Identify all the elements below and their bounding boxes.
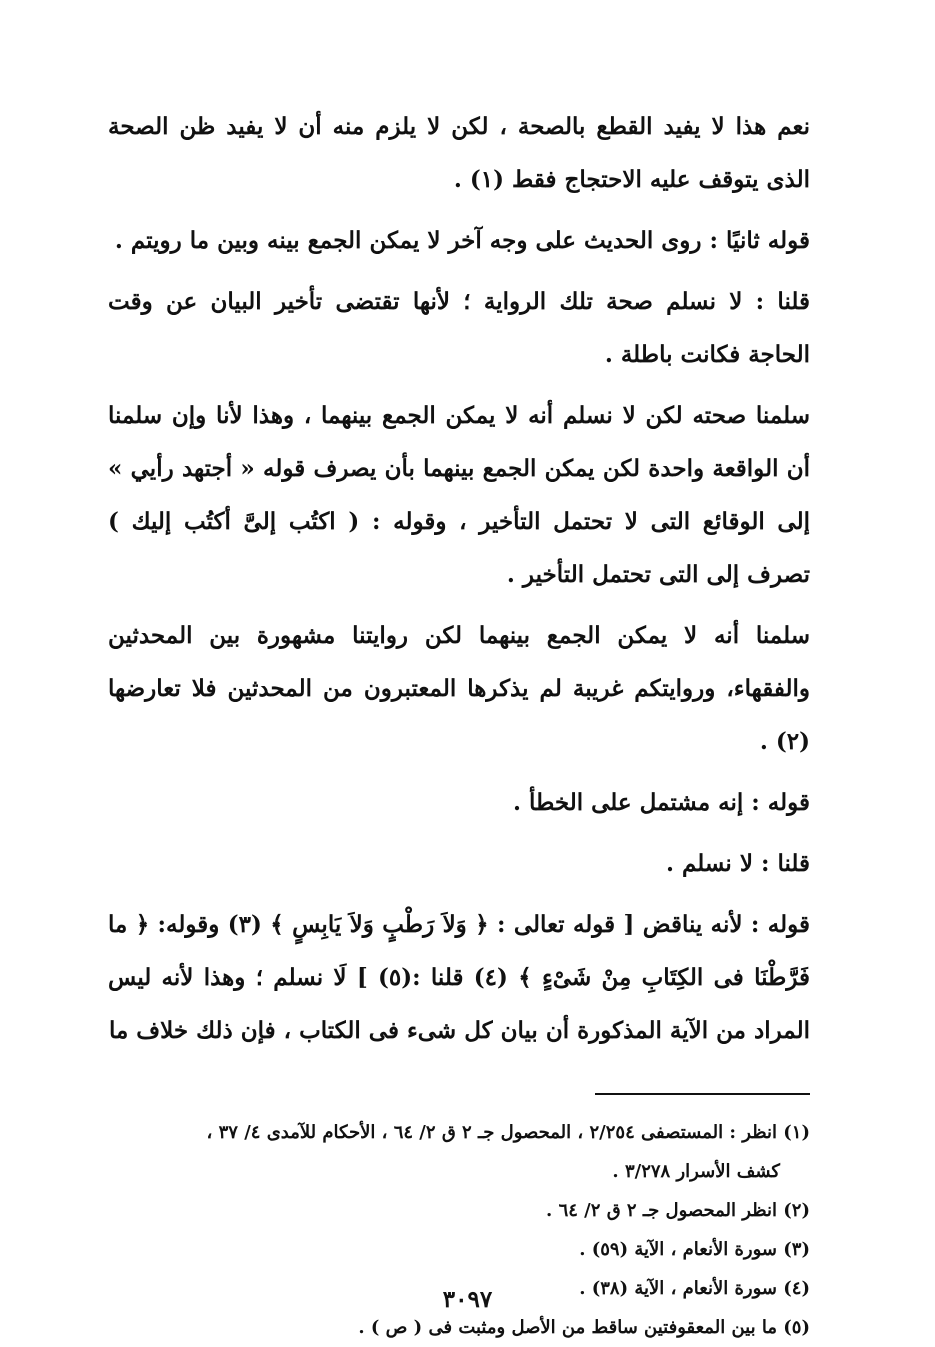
paragraph-6: قوله : إنه مشتمل على الخطأ . <box>512 789 810 816</box>
paragraph-8: قوله : لأنه يناقض [ قوله تعالى : ﴿ وَلاَ رَطْبٍ وَلاَ يَابِسٍ ﴾ (٣) وقوله: ﴿ ما فَرَّطْنَا فى الكِتَابِ مِنْ شَىْءٍ ﴾ (٤) قلنا :(٥) ] لَا نسلم ؛ وهذا لأنه ليس المراد من الآية المذكورة أن بيان كل شىء فى الكتاب ، فإن ذلك خلاف ما <box>108 911 811 1044</box>
paragraph-3: قلنا : لا نسلم صحة تلك الرواية ؛ لأنها تقتضى تأخير البيان عن وقت الحاجة فكانت باطلة . <box>108 288 810 368</box>
footnote-2: (٢) انظر المحصول جـ ٢ ق ٢/ ٦٤ . <box>546 1200 810 1221</box>
paragraph-4: سلمنا صحته لكن لا نسلم أنه لا يمكن الجمع بينهما ، وهذا لأنا وإن سلمنا أن الواقعة واحدة لكن يمكن الجمع بينهما بأن يصرف قوله « أجتهد رأيي » إلى الوقائع التى لا تحتمل التأخير ، وقوله : ( اكتُب إلىَّ أكتُب إليك ) تصرف إلى التى تحتمل التأخير . <box>108 402 810 588</box>
footnote-3: (٣) سورة الأنعام ، الآية (٥٩) . <box>579 1239 810 1260</box>
footnote-4: (٤) سورة الأنعام ، الآية (٣٨) . <box>579 1278 810 1299</box>
footnote-separator <box>595 1093 810 1095</box>
paragraph-7: قلنا : لا نسلم . <box>665 850 810 877</box>
paragraph-5: سلمنا أنه لا يمكن الجمع بينهما لكن روايتنا مشهورة بين المحدثين والفقهاء، وروايتكم غريبة لم يذكرها المعتبرون من المحدثين فلا تعارضها (٢) . <box>108 622 810 755</box>
paragraph-2: قوله ثانيًا : روى الحديث على وجه آخر لا يمكن الجمع بينه وبين ما رويتم . <box>114 227 810 254</box>
body-text <box>108 100 810 1057</box>
footnote-1: (١) انظر : المستصفى ٢/٢٥٤ ، المحصول جـ ٢ ق ٢/ ٦٤ ، الأحكام للآمدى ٤/ ٣٧ ، <box>206 1122 810 1143</box>
footnote-5: (٥) ما بين المعقوفتين ساقط من الأصل ومثبت فى ( ص ) . <box>358 1317 810 1338</box>
footnote-1-continuation: كشف الأسرار ٣/٢٧٨ . <box>612 1161 780 1182</box>
page-number: ٣٠٩٧ <box>442 1286 493 1313</box>
paragraph-1: نعم هذا لا يفيد القطع بالصحة ، لكن لا يلزم منه أن لا يفيد ظن الصحة الذى يتوقف عليه الاحتجاج فقط (١) . <box>108 113 810 193</box>
